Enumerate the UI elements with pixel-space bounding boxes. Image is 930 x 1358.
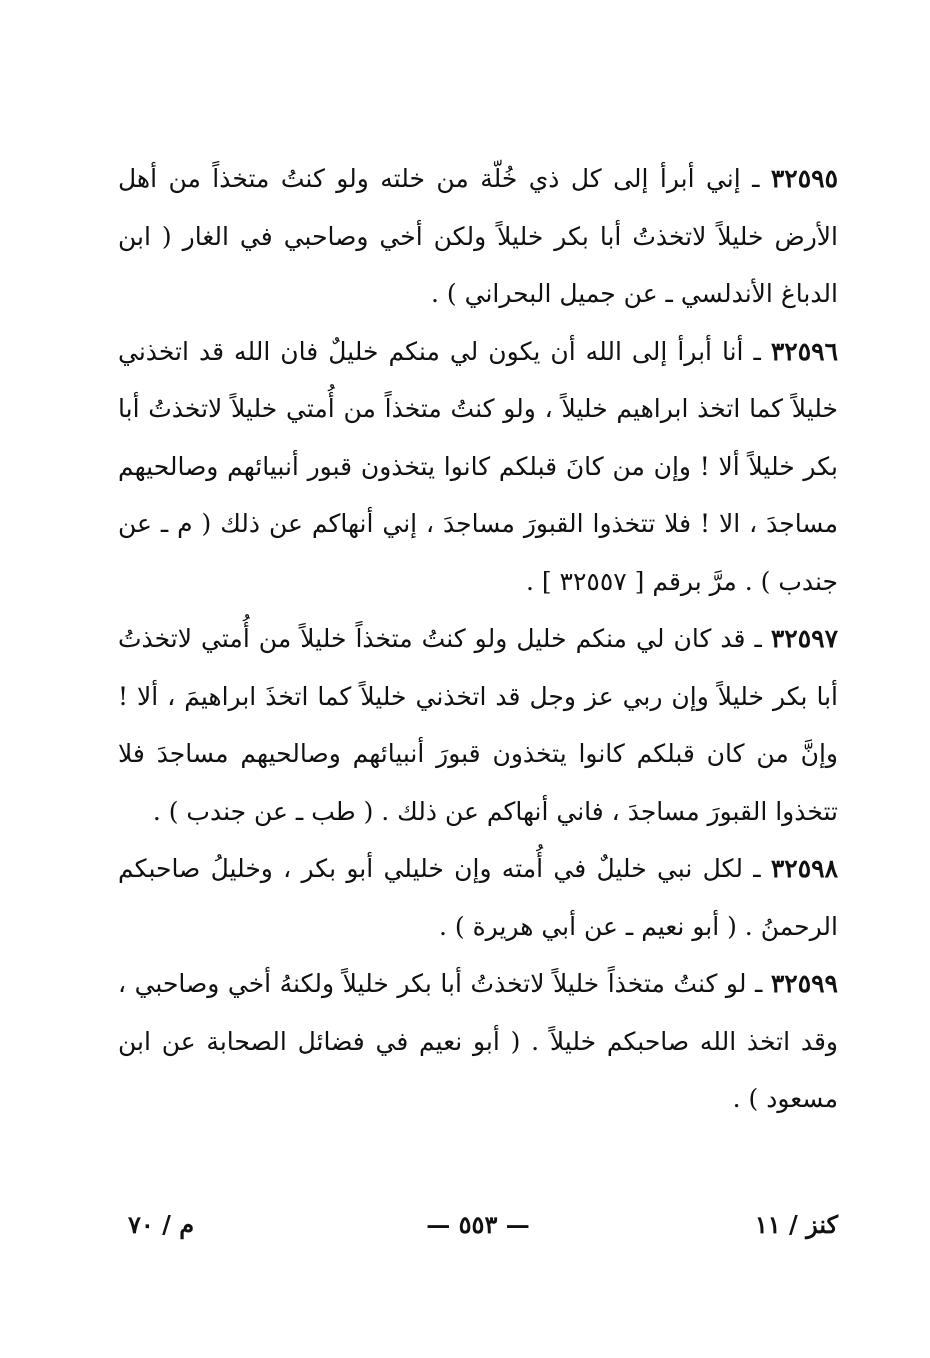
- hadith-number: ٣٢٥٩٩: [770, 969, 838, 998]
- hadith-32597: [118, 610, 838, 840]
- hadith-text: ـ قد كان لي منكم خليل ولو كنتُ متخذاً خليلاً من أُمتي لاتخذتُ أبا بكر خليلاً وإن ربي عز وجل قد اتخذني خليلاً كما اتخذَ ابراهيمَ ، ألا ! وإنَّ من كان قبلكم كانوا يتخذون قبورَ أنبيائهم وصالحيهم مساجدَ فلا تتخذوا القبورَ مساجدَ ، فاني أنهاكم عن ذلك . ( طب ـ عن جندب ) .: [118, 624, 838, 826]
- hadith-text: ـ لو كنتُ متخذاً خليلاً لاتخذتُ أبا بكر خليلاً ولكنهُ أخي وصاحبي ، وقد اتخذ الله صاحبكم خليلاً . ( أبو نعيم في فضائل الصحابة عن ابن مسعود ) .: [118, 969, 838, 1113]
- hadith-32599: [118, 955, 838, 1128]
- hadith-32596: [118, 323, 838, 611]
- hadith-text: ـ أنا أبرأ إلى الله أن يكون لي منكم خليلٌ فان الله قد اتخذني خليلاً كما اتخذ ابراهيم خليلاً ، ولو كنتُ متخذاً من أُمتي خليلاً لاتخذتُ أبا بكر خليلاً ألا ! وإن من كانَ قبلكم كانوا يتخذون قبور أنبيائهم وصالحيهم مساجدَ ، الا ! فلا تتخذوا القبورَ مساجدَ ، إني أنهاكم عن ذلك ( م ـ عن جندب ) . مرَّ برقم [ ٣٢٥٥٧ ] .: [118, 336, 838, 596]
- hadith-text-block: [118, 150, 838, 1128]
- page-number: — ٥٥٣ —: [426, 1210, 530, 1239]
- hadith-number: ٣٢٥٩٦: [770, 336, 838, 366]
- page-footer: [118, 1200, 838, 1260]
- hadith-text: ـ إني أبرأ إلى كل ذي خُلّة من خلته ولو كنتُ متخذاً من أهل الأرض خليلاً لاتخذتُ أبا بكر خليلاً ولكن أخي وصاحبي في الغار ( ابن الدباغ الأندلسي ـ عن جميل البحراني ) .: [118, 164, 838, 308]
- hadith-text: ـ لكل نبي خليلٌ في أُمته وإن خليلي أبو بكر ، وخليلُ صاحبكم الرحمنُ . ( أبو نعيم ـ عن أبي هريرة ) .: [118, 854, 838, 941]
- hadith-number: ٣٢٥٩٥: [770, 164, 838, 193]
- footer-volume-label: كنز / ١١: [754, 1210, 838, 1239]
- hadith-number: ٣٢٥٩٨: [770, 854, 838, 883]
- footer-signature-label: م / ٧٠: [128, 1210, 195, 1239]
- hadith-32598: [118, 840, 838, 955]
- hadith-32595: [118, 150, 838, 323]
- hadith-number: ٣٢٥٩٧: [770, 624, 839, 653]
